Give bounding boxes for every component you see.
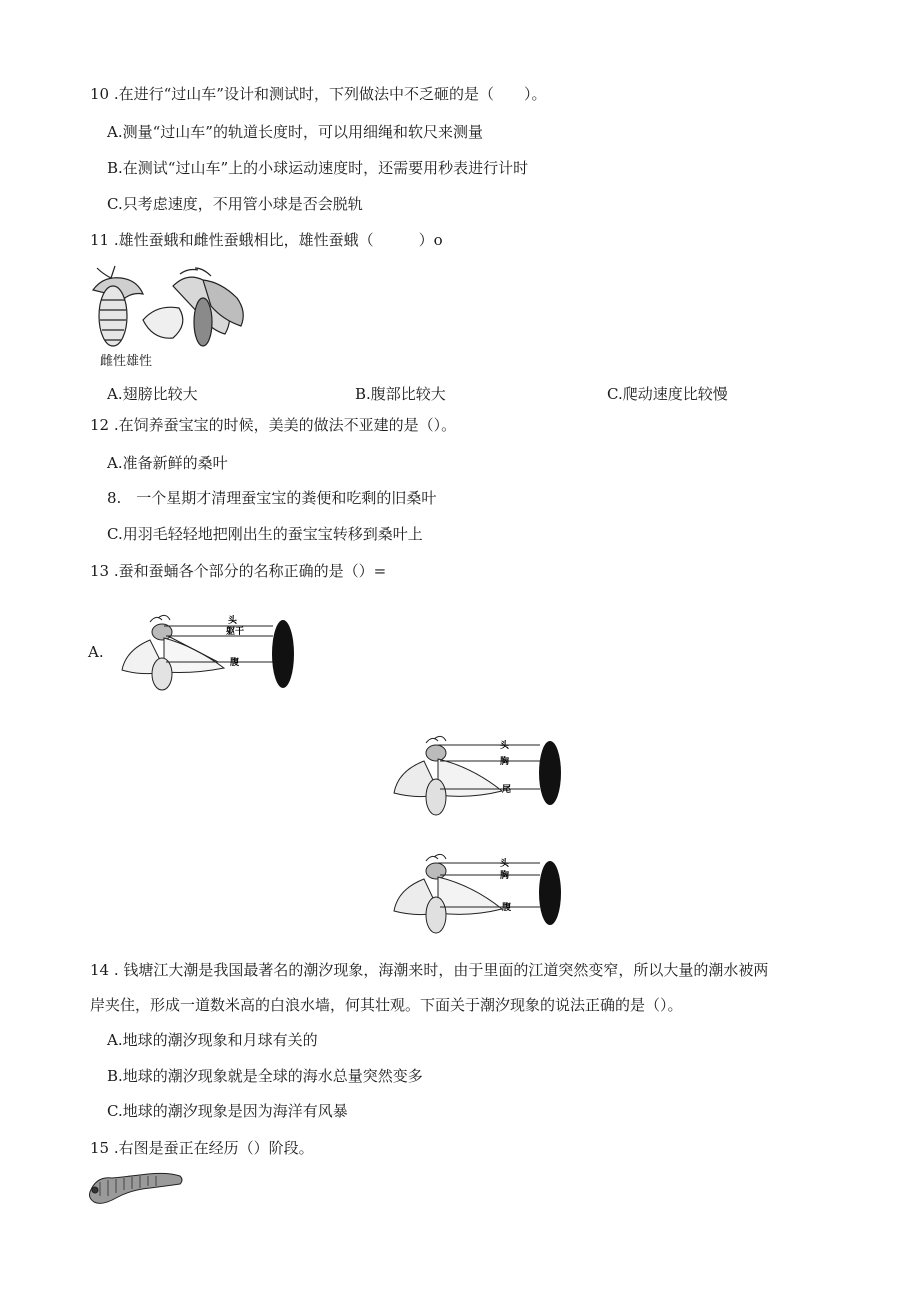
q11-option-b[interactable]: B.腹部比较大 (355, 385, 446, 403)
fig2-label-head: 头 (500, 741, 510, 751)
q15-stem: 15 .右图是蚕正在经历（）阶段。 (90, 1139, 314, 1157)
q14-option-b[interactable]: B.地球的潮汐现象就是全球的海水总量突然变多 (107, 1067, 423, 1085)
q10-option-c[interactable]: C.只考虑速度，不用管小球是否会脱轨 (107, 195, 363, 213)
fig1-label-trunk: 躯干 (226, 627, 245, 637)
q12-option-c[interactable]: C.用羽毛轻轻地把刚出生的蚕宝宝转移到桑叶上 (107, 525, 423, 543)
q14-stem-line1: 14 . 钱塘江大潮是我国最著名的潮汐现象，海潮来时，由于里面的江道突然变窄，所以大量的潮水被两 (90, 961, 769, 979)
q10-option-b[interactable]: B.在测试“过山车”上的小球运动速度时，还需要用秒表进行计时 (107, 159, 529, 177)
fig3-label-head: 头 (500, 859, 510, 869)
q14-stem-line2: 岸夹住，形成一道数米高的白浪水墙，何其壮观。下面关于潮汐现象的说法正确的是（）。 (90, 996, 683, 1014)
fig2-label-tail: 尾 (502, 785, 512, 795)
q14-option-c[interactable]: C.地球的潮汐现象是因为海洋有风暴 (107, 1102, 348, 1120)
q10-stem: 10 .在进行“过山车”设计和测试时，下列做法中不乏砸的是（ ）。 (90, 85, 547, 103)
q11-figure-caption: 雌性雄性 (100, 354, 153, 369)
fig2-label-chest: 胸 (500, 757, 510, 767)
q10-option-a[interactable]: A.测量“过山车”的轨道长度时，可以用细绳和软尺来测量 (107, 123, 483, 141)
silkworm-molting-figure (86, 1168, 186, 1208)
q11-option-a[interactable]: A.翅膀比较大 (107, 385, 198, 403)
silkmoth-female-male-figure (85, 260, 255, 355)
q12-option-b[interactable]: 8. 一个星期才清理蚕宝宝的粪便和吃剩的旧桑叶 (107, 489, 437, 507)
q13-figure-b[interactable] (390, 735, 565, 820)
fig1-label-abdomen: 腹 (230, 658, 240, 668)
q13-figure-c[interactable] (390, 853, 565, 938)
fig3-label-chest: 胸 (500, 871, 510, 881)
fig3-label-abdomen: 腹 (502, 903, 512, 913)
q14-option-a[interactable]: A.地球的潮汐现象和月球有关的 (107, 1031, 318, 1049)
q12-option-a[interactable]: A.准备新鲜的桑叶 (107, 454, 228, 472)
q12-stem: 12 .在饲养蚕宝宝的时候，美美的做法不亚建的是（）。 (90, 416, 457, 434)
q13-option-a-label[interactable]: A. (88, 643, 104, 661)
q11-stem: 11 .雄性蚕蛾和雌性蚕蛾相比，雄性蚕蛾（ ）o (90, 231, 443, 249)
q13-stem: 13 .蚕和蚕蛹各个部分的名称正确的是（）= (90, 562, 387, 580)
fig1-label-head: 头 (228, 616, 238, 626)
q13-figure-a[interactable] (118, 612, 298, 697)
q11-option-c[interactable]: C.爬动速度比较慢 (607, 385, 728, 403)
